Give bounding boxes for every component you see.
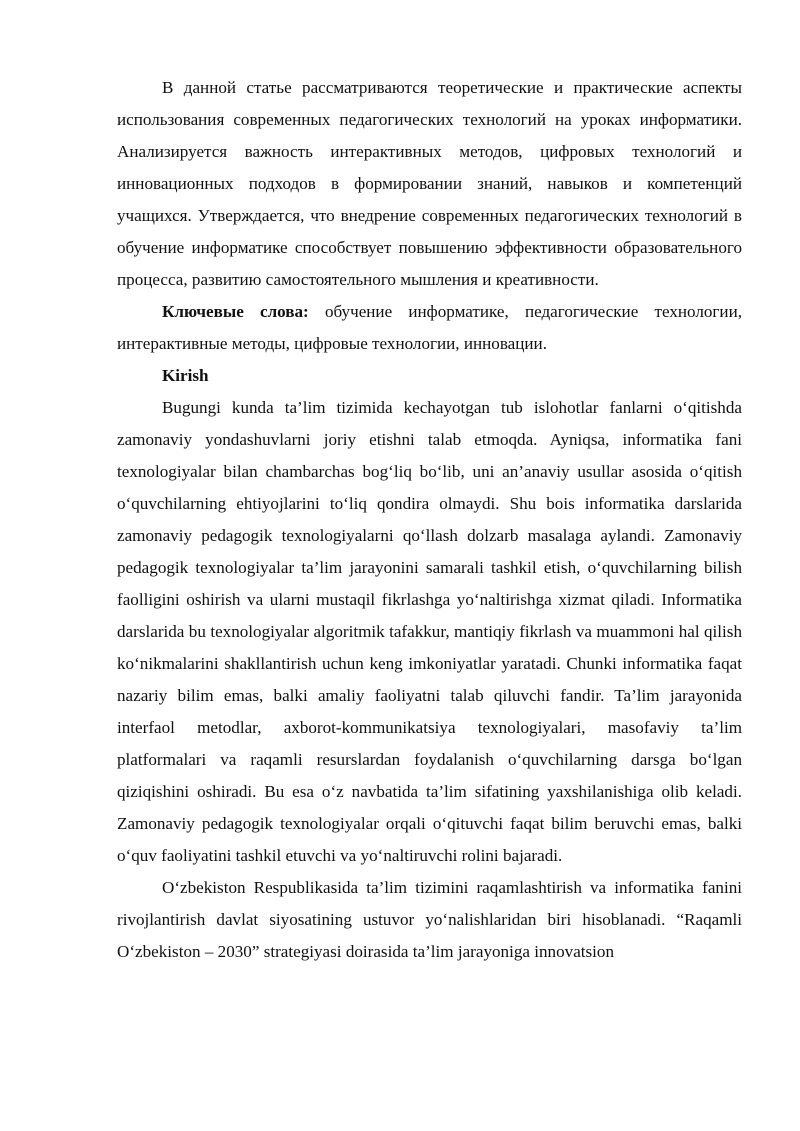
body-paragraph-1: Bugungi kunda ta’lim tizimida kechayotgan tub islohotlar fanlarni o‘qitishda zamonaviy yondashuvlarni joriy etishni talab etmoqda. Ayniqsa, informatika fani texnologiyalar bilan chambarchas bog‘liq bo‘lib, uni an’anaviy usullar asosida o‘qitish o‘quvchilarning ehtiyojlarini to‘liq qondira olmaydi. Shu bois informatika darslarida zamonaviy pedagogik texnologiyalarni qo‘llash dolzarb masalaga aylandi. Zamonaviy pedagogik texnologiyalar ta’lim jarayonini samarali tashkil etish, o‘quvchilarning bilish faolligini oshirish va ularni mustaqil fikrlashga yo‘naltirishga xizmat qiladi. Informatika darslarida bu texnologiyalar algoritmik tafakkur, mantiqiy fikrlash va muammoni hal qilish ko‘nikmalarini shakllantirish uchun keng imkoniyatlar yaratadi. Chunki informatika faqat nazariy bilim emas, balki amaliy faoliyatni talab qiluvchi fandir. Ta’lim jarayonida interfaol metodlar, axborot-kommunikatsiya texnologiyalari, masofaviy ta’lim platformalari va raqamli resurslardan foydalanish o‘quvchilarning darsga bo‘lgan qiziqishini oshiradi. Bu esa o‘z navbatida ta’lim sifatining yaxshilanishiga olib keladi. Zamonaviy pedagogik texnologiyalar orqali o‘qituvchi faqat bilim beruvchi emas, balki o‘quv faoliyatini tashkil etuvchi va yo‘naltiruvchi rolini bajaradi. bbox=[117, 398, 742, 865]
keywords-text: обучение информатике, педагогические технологии, интерактивные методы, цифровые технологии, инновации. bbox=[117, 302, 742, 353]
body-paragraph-2: O‘zbekiston Respublikasida ta’lim tizimini raqamlashtirish va informatika fanini rivojlantirish davlat siyosatining ustuvor yo‘nalishlaridan biri hisoblanadi. “Raqamli O‘zbekiston – 2030” strategiyasi doirasida ta’lim jarayoniga innovatsion bbox=[117, 878, 742, 961]
keywords-paragraph bbox=[117, 296, 742, 360]
abstract-paragraph: В данной статье рассматриваются теоретические и практические аспекты использования современных педагогических технологий на уроках информатики. Анализируется важность интерактивных методов, цифровых технологий и инновационных подходов в формировании знаний, навыков и компетенций учащихся. Утверждается, что внедрение современных педагогических технологий в обучение информатике способствует повышению эффективности образовательного процесса, развитию самостоятельного мышления и креативности. bbox=[117, 78, 742, 289]
intro-heading: Kirish bbox=[162, 366, 209, 385]
keywords-label: Ключевые слова: bbox=[162, 302, 309, 321]
document-page bbox=[117, 72, 742, 968]
